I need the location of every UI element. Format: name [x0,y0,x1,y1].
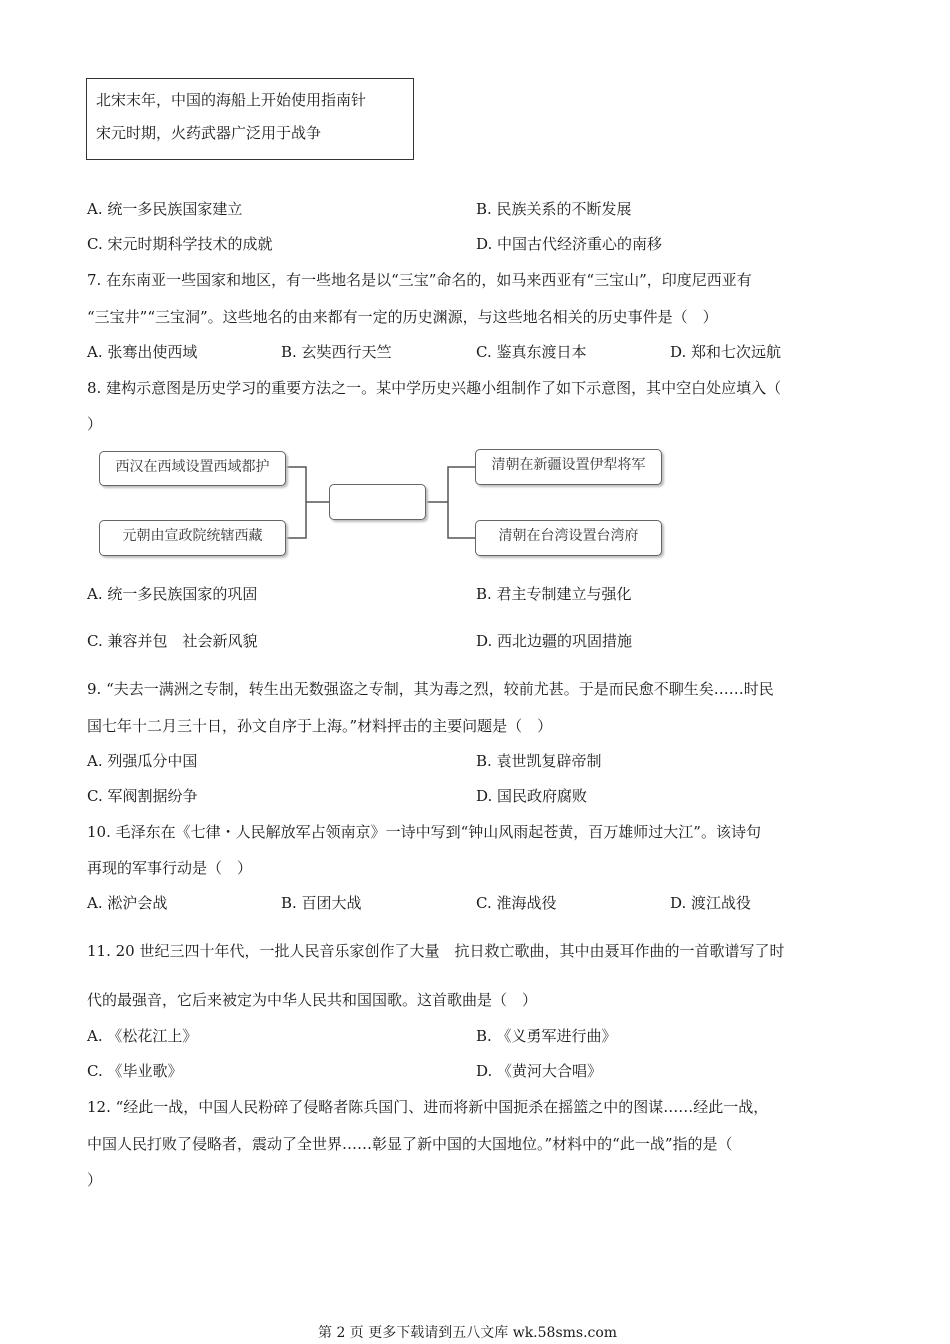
q12-stem-line-1: 12. “经此一战，中国人民粉碎了侵略者陈兵国门、进而将新中国扼杀在摇篮之中的图谋……经此一战， [87,1098,769,1116]
page-footer: 第 2 页 更多下载请到五八文库 wk.58sms.com [318,1325,618,1341]
left-bracket-line [286,467,306,538]
diagram-node-center-blank [329,484,426,520]
q10-option-c: C. 淮海战役 [476,894,557,912]
q9-stem-line-2: 国七年十二月三十日，孙文自序于上海。”材料抨击的主要问题是（ ） [87,717,553,735]
q7-option-b: B. 玄奘西行天竺 [281,343,392,361]
q7-option-c: C. 鉴真东渡日本 [476,343,587,361]
q8-stem-line-1: 8. 建构示意图是历史学习的重要方法之一。某中学历史兴趣小组制作了如下示意图，其中空白处应填入（ [87,379,782,397]
q10-option-a: A. 淞沪会战 [87,894,168,912]
q12-stem-line-2: 中国人民打败了侵略者，震动了全世界……彰显了新中国的大国地位。”材料中的“此一战”指的是（ [87,1135,733,1153]
diagram-node-left-top: 西汉在西域设置西域都护 [99,451,286,486]
q11-option-c: C. 《毕业歌》 [87,1062,183,1080]
q9-option-c: C. 军阀割据纷争 [87,787,198,805]
q8-option-b: B. 君主专制建立与强化 [476,585,632,603]
q11-option-a: A. 《松花江上》 [87,1027,198,1045]
q6-option-a: A. 统一多民族国家建立 [87,200,243,218]
q9-stem-line-1: 9. “夫去一满洲之专制，转生出无数强盗之专制，其为毒之烈，较前尤甚。于是而民愈不聊生矣……时民 [87,680,774,698]
q7-option-a: A. 张骞出使西域 [87,343,198,361]
q6-option-d: D. 中国古代经济重心的南移 [476,235,663,253]
q6-option-c: C. 宋元时期科学技术的成就 [87,235,273,253]
q11-option-b: B. 《义勇军进行曲》 [476,1027,617,1045]
q11-option-d: D. 《黄河大合唱》 [476,1062,603,1080]
q7-stem-line-2: “三宝井”“三宝洞”。这些地名的由来都有一定的历史渊源，与这些地名相关的历史事件是（ ） [87,308,718,326]
q7-option-d: D. 郑和七次远航 [670,343,782,361]
q7-stem-line-1: 7. 在东南亚一些国家和地区，有一些地名是以“三宝”命名的，如马来西亚有“三宝山”，印度尼西亚有 [87,271,752,289]
q8-option-c: C. 兼容并包 社会新风貌 [87,632,258,650]
q9-option-a: A. 列强瓜分中国 [87,752,198,770]
diagram-node-left-bottom: 元朝由宣政院统辖西藏 [99,520,286,556]
q8-stem-line-2: ） [87,415,103,433]
q6-option-b: B. 民族关系的不断发展 [476,200,632,218]
q11-stem-line-2: 代的最强音，它后来被定为中华人民共和国国歌。这首歌曲是（ ） [87,991,538,1009]
q10-option-b: B. 百团大战 [281,894,362,912]
diagram-node-right-bottom: 清朝在台湾设置台湾府 [475,520,662,556]
q12-stem-line-3: ） [87,1171,103,1189]
q10-stem-line-2: 再现的军事行动是（ ） [87,859,253,877]
q9-option-d: D. 国民政府腐败 [476,787,588,805]
q9-option-b: B. 袁世凯复辟帝制 [476,752,602,770]
q10-stem-line-1: 10. 毛泽东在《七律・人民解放军占领南京》一诗中写到“钟山风雨起苍黄，百万雄师过大江”。该诗句 [87,823,761,841]
q8-option-a: A. 统一多民族国家的巩固 [87,585,258,603]
q10-option-d: D. 渡江战役 [670,894,752,912]
right-bracket-line [448,467,475,538]
material-line-2: 宋元时期，火药武器广泛用于战争 [96,124,322,142]
diagram-node-right-top: 清朝在新疆设置伊犁将军 [475,449,662,485]
material-line-1: 北宋末年，中国的海船上开始使用指南针 [96,91,367,109]
q11-stem-line-1: 11. 20 世纪三四十年代，一批人民音乐家创作了大量 抗日救亡歌曲，其中由聂耳作曲的一首歌谱写了时 [87,942,785,960]
q8-option-d: D. 西北边疆的巩固措施 [476,632,633,650]
